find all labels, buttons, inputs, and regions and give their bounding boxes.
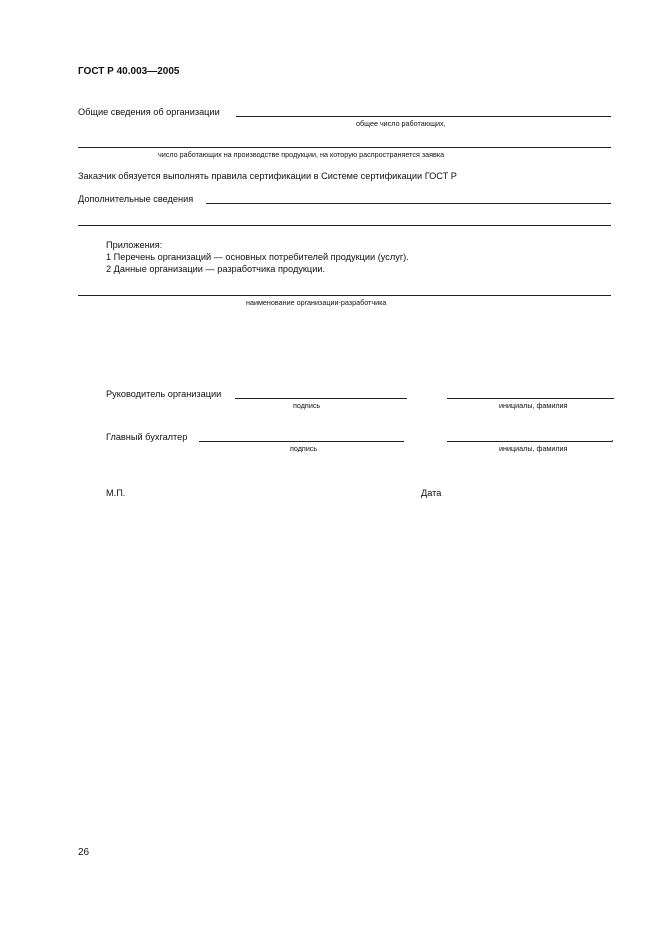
additional-info-line-2 [78,225,611,226]
head-signature-line [235,398,407,399]
accountant-name-caption: инициалы, фамилия [499,444,568,453]
developer-caption: наименование организации-разработчика [246,298,387,307]
org-info-label: Общие сведения об организации [78,107,220,117]
head-name-line [447,398,614,399]
org-info-line [236,116,611,117]
additional-info-label: Дополнительные сведения [78,194,194,204]
developer-line [78,295,611,296]
production-employees-line [78,147,611,148]
appendix-item-2: 2 Данные организации — разработчика продукции. [106,264,326,274]
head-signature-caption: подпись [293,401,321,410]
total-employees-caption: общее число работающих, [356,119,446,128]
production-employees-caption: число работающих на производстве продукции, на которую распространяется заявка [158,150,445,159]
appendices-heading: Приложения: [106,240,163,250]
head-label: Руководитель организации [106,389,222,399]
appendix-item-1: 1 Перечень организаций — основных потребителей продукции (услуг). [106,252,409,262]
additional-info-line [206,203,611,204]
date-label: Дата [421,488,442,498]
stamp-place: М.П. [106,488,126,498]
accountant-signature-caption: подпись [290,444,318,453]
customer-obligation-text: Заказчик обязуется выполнять правила сертификации в Системе сертификации ГОСТ Р [78,171,457,181]
accountant-trailing-comma: , [611,433,614,443]
document-code: ГОСТ Р 40.003—2005 [78,66,180,77]
accountant-name-line [447,441,612,442]
accountant-signature-line [199,441,404,442]
page-number: 26 [78,847,90,858]
head-name-caption: инициалы, фамилия [499,401,568,410]
accountant-label: Главный бухгалтер [106,432,188,442]
